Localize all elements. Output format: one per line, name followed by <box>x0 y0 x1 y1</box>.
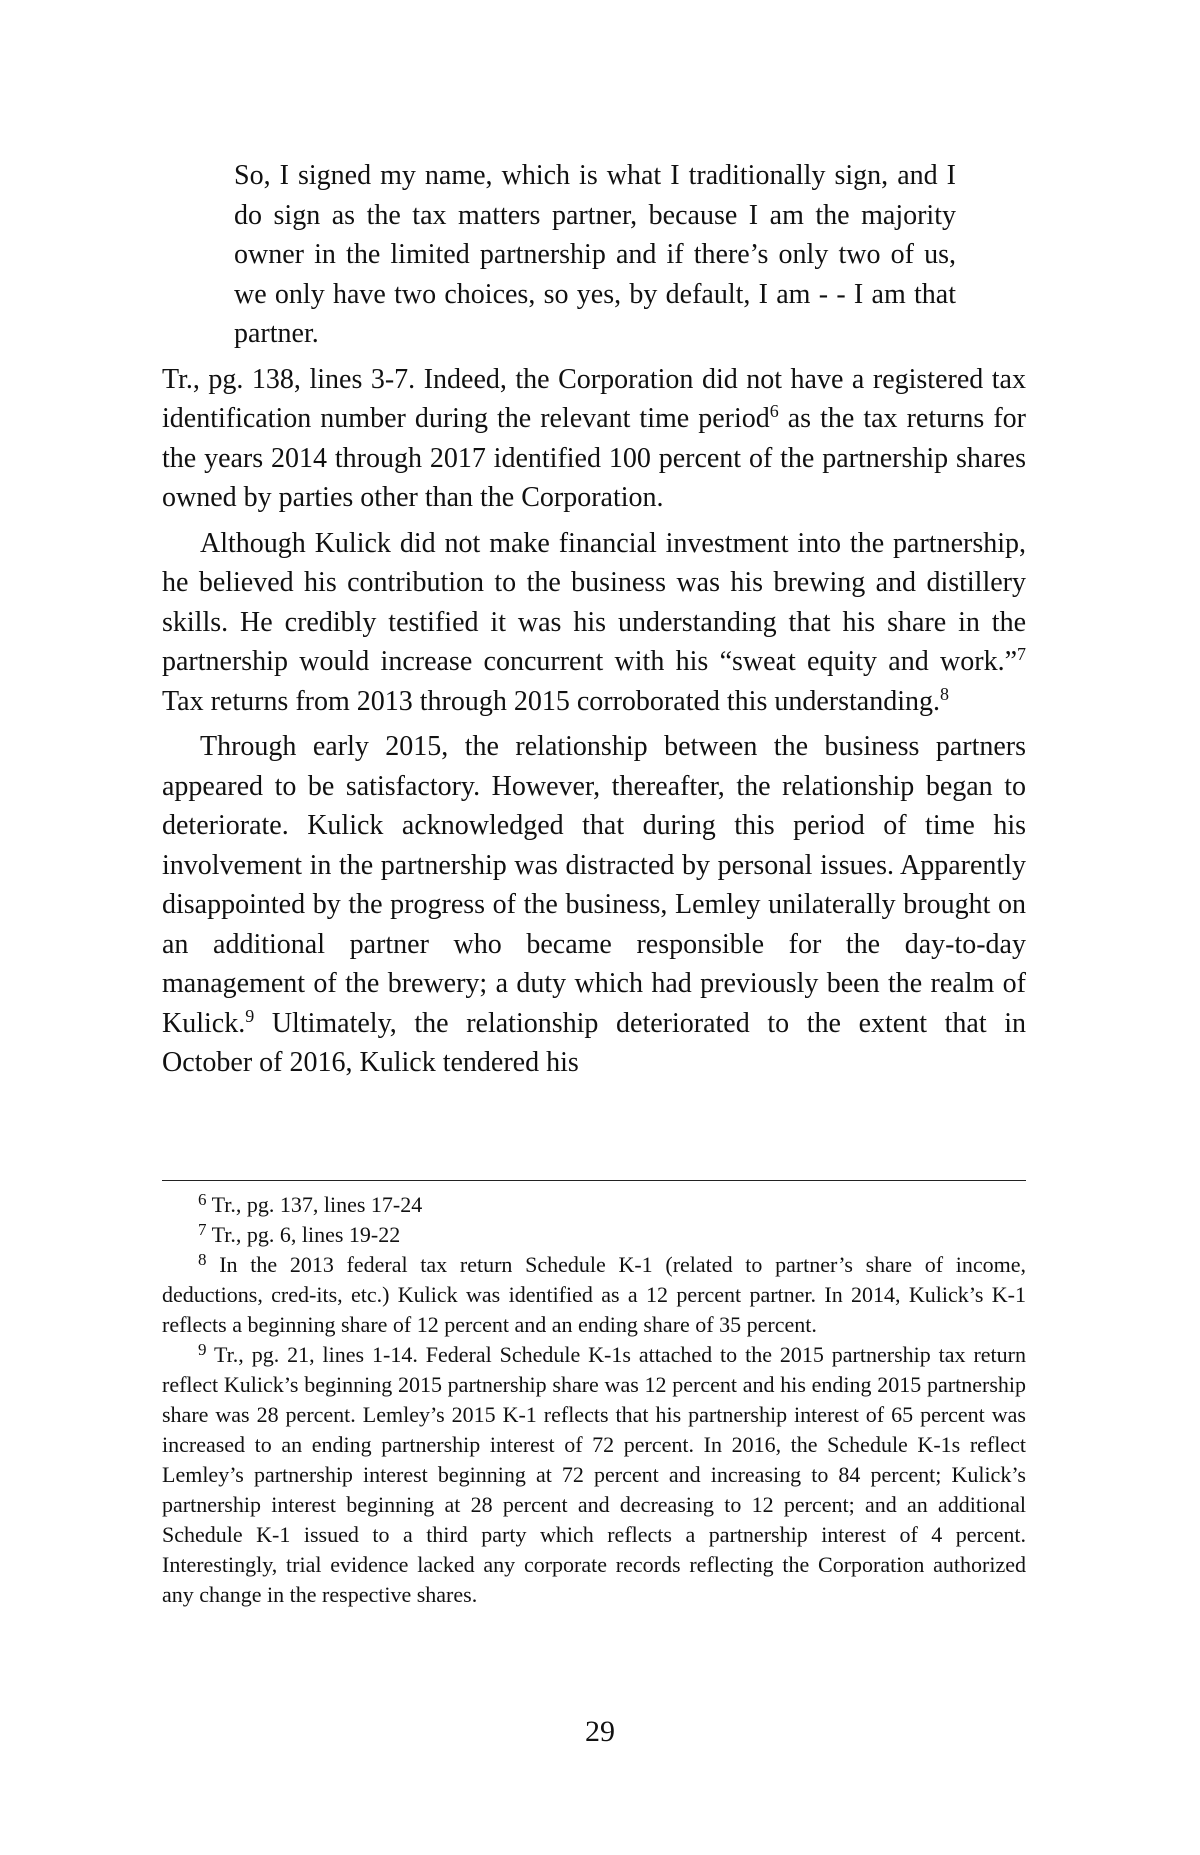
paragraph-2-text-a: Although Kulick did not make financial investment into the partnership, he believed his contribution to the business was his brewing and distillery skills. He credibly testified it was his understanding that his share in the partnership would increase concurrent with his “sweat equity and work.” <box>162 527 1026 677</box>
footnote-number: 9 <box>198 1340 207 1359</box>
footnote-text: Tr., pg. 6, lines 19-22 <box>206 1222 401 1247</box>
footnote-7 <box>162 1220 1026 1250</box>
paragraph-1-text-b: as the tax returns for the years 2014 through 2017 identified 100 percent of the partnership shares owned by parties other than the Corporation. <box>162 403 1026 513</box>
page-body <box>162 156 1026 1083</box>
footnotes <box>162 1190 1026 1610</box>
footnote-6 <box>162 1190 1026 1220</box>
paragraph-3 <box>162 727 1026 1083</box>
footnote-ref-8[interactable]: 8 <box>939 683 949 704</box>
footnote-number: 8 <box>198 1250 207 1269</box>
footnote-ref-6[interactable]: 6 <box>769 401 779 421</box>
footnote-8 <box>162 1250 1026 1340</box>
block-quote: So, I signed my name, which is what I traditionally sign, and I do sign as the tax matters partner, because I am the majority owner in the limited partnership and if there’s only two of us, we only have two choices, so yes, by default, I am - - I am that partner. <box>234 160 956 349</box>
footnote-ref-7[interactable]: 7 <box>1017 644 1026 664</box>
paragraph-1-text-a: Tr., pg. 138, lines 3-7. Indeed, the Corporation did not have a registered tax identification number during the relevant time period <box>162 363 1026 434</box>
paragraph-3-text-b: Ultimately, the relationship deteriorated to the extent that in October of 2016, Kulick tendered his <box>162 1007 1026 1078</box>
footnote-text: Tr., pg. 137, lines 17-24 <box>206 1192 423 1217</box>
footnote-text: In the 2013 federal tax return Schedule K-1 (related to partner’s share of income, deductions, cred-its, etc.) Kulick was identified as a 12 percent partner. In 2014, Kulick’s K-1 reflects a beginning share of 12 percent and an ending share of 35 percent. <box>162 1252 1026 1337</box>
footnote-text: Tr., pg. 21, lines 1-14. Federal Schedule K-1s attached to the 2015 partnership tax return reflect Kulick’s beginning 2015 partnership share was 12 percent and his ending 2015 partnership share was 28 percent. Lemley’s 2015 K-1 reflects that his partnership interest of 65 percent was increased to an ending partnership interest of 72 percent. In 2016, the Schedule K-1s reflect Lemley’s partnership interest beginning at 72 percent and increasing to 84 percent; Kulick’s partnership interest beginning at 28 percent and decreasing to 12 percent; and an additional Schedule K-1 issued to a third party which reflects a partnership interest of 4 percent. Interestingly, trial evidence lacked any corporate records reflecting the Corporation authorized any change in the respective shares. <box>162 1342 1026 1607</box>
paragraph-3-text-a: Through early 2015, the relationship between the business partners appeared to be satisfactory. However, thereafter, the relationship began to deteriorate. Kulick acknowledged that during this period of time his involvement in the partnership was distracted by personal issues. Apparently disappointed by the progress of the business, Lemley unilaterally brought on an additional partner who became responsible for the day-to-day management of the brewery; a duty which had previously been the realm of Kulick. <box>162 731 1026 1039</box>
paragraph-2 <box>162 524 1026 722</box>
footnote-number: 6 <box>198 1190 207 1209</box>
paragraph-2-text-b: Tax returns from 2013 through 2015 corroborated this understanding. <box>162 685 940 717</box>
footnote-divider <box>162 1180 1026 1181</box>
footnote-number: 7 <box>198 1220 207 1239</box>
page-number: 29 <box>585 1715 615 1748</box>
paragraph-1 <box>162 360 1026 518</box>
footnote-9 <box>162 1340 1026 1610</box>
footnote-ref-9[interactable]: 9 <box>245 1005 255 1026</box>
